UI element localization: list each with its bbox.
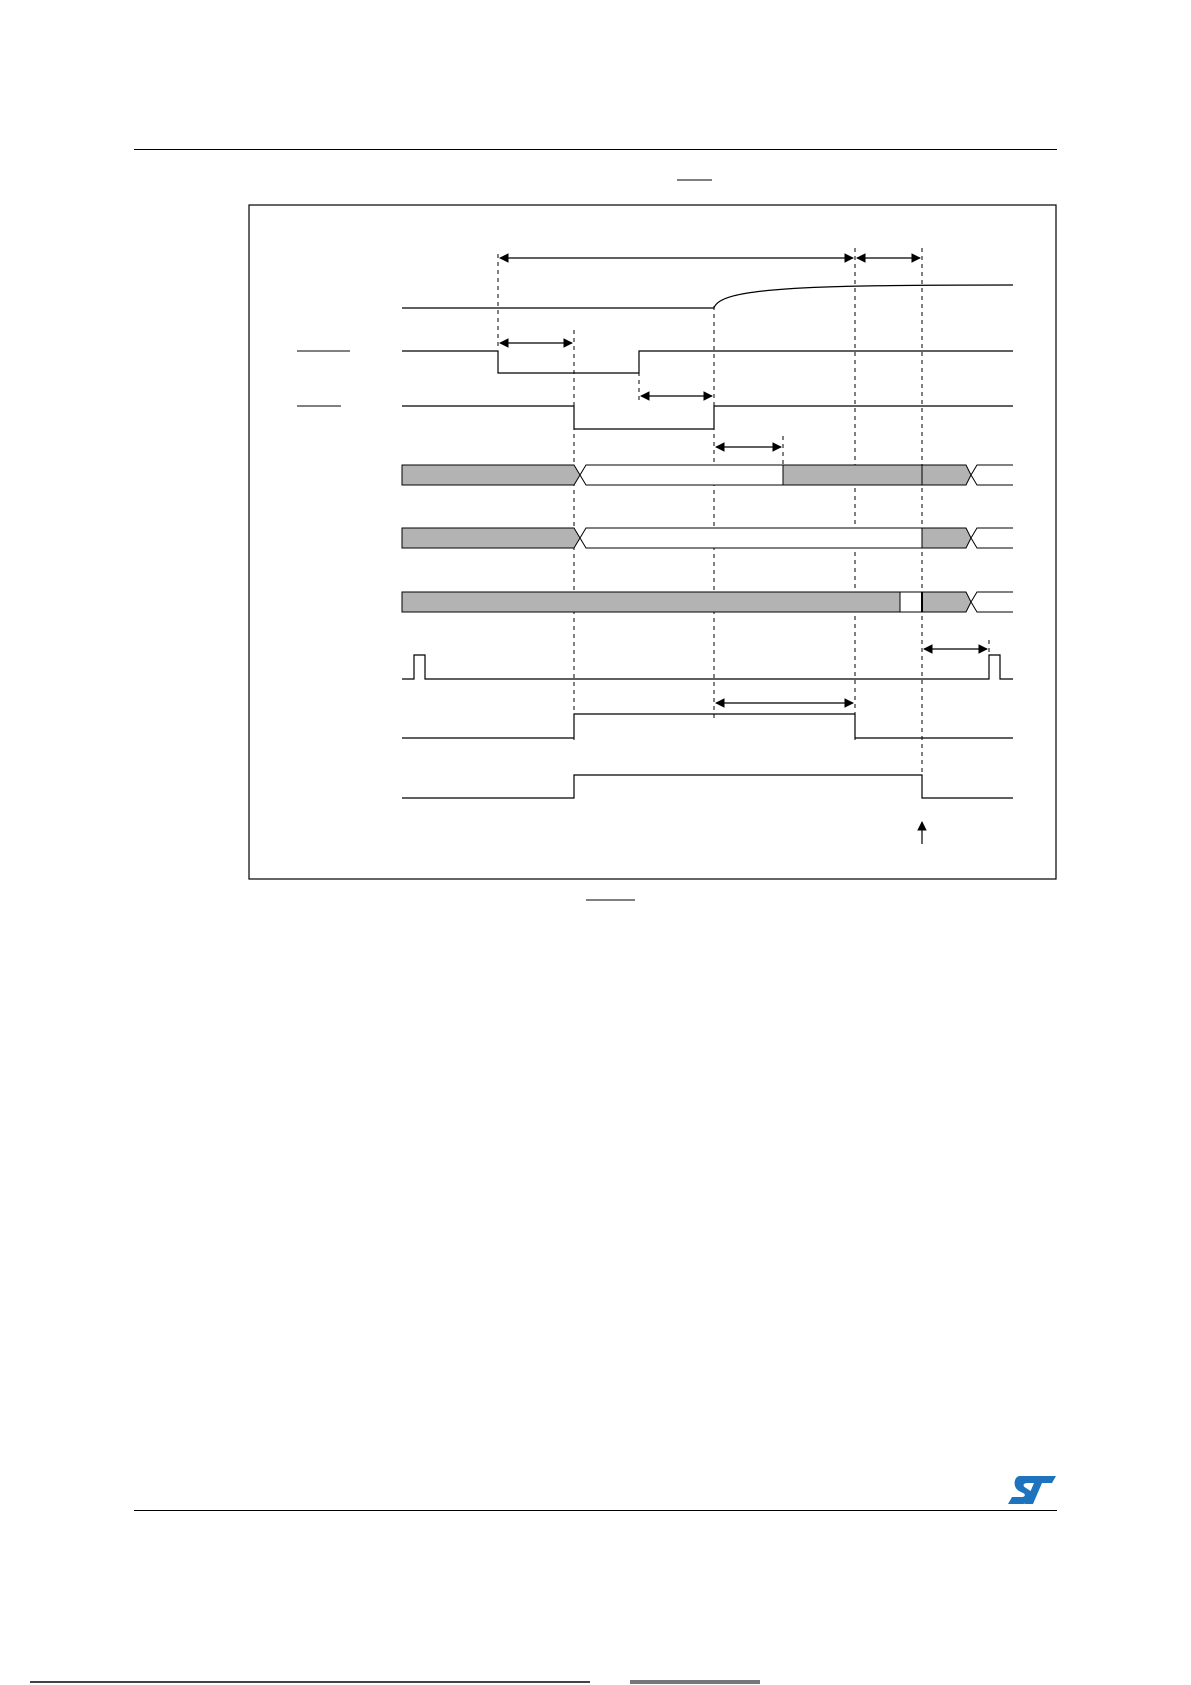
signal-3 [402,406,1013,429]
logo-text: ST [906,1374,908,1375]
bus-3 [402,592,1013,612]
bus-segment [971,528,1013,548]
bus-segment [971,465,1013,485]
bus-segment [922,528,971,548]
guide-lines [498,248,989,790]
bus-segment [922,465,971,485]
bus-segment [900,592,922,612]
bus-segment [580,528,922,548]
bus-2 [402,528,1013,548]
signal-2 [402,351,1013,373]
bottom-artifact [30,1680,760,1684]
bus-segment [971,592,1013,612]
signal-1 [402,285,1013,308]
pulse-signal [402,655,1013,679]
bus-segment [783,465,922,485]
st-logo-icon [906,1374,1058,1506]
signal-5 [402,775,1013,798]
signal-4 [402,714,1013,738]
footer-rule [134,1510,1057,1511]
timing-arrows [500,258,987,844]
bus-segment [402,528,580,548]
bus-1 [402,465,1013,485]
bus-segment [580,465,783,485]
bus-segment [402,592,900,612]
bus-segment [922,592,971,612]
bus-segment [402,465,580,485]
